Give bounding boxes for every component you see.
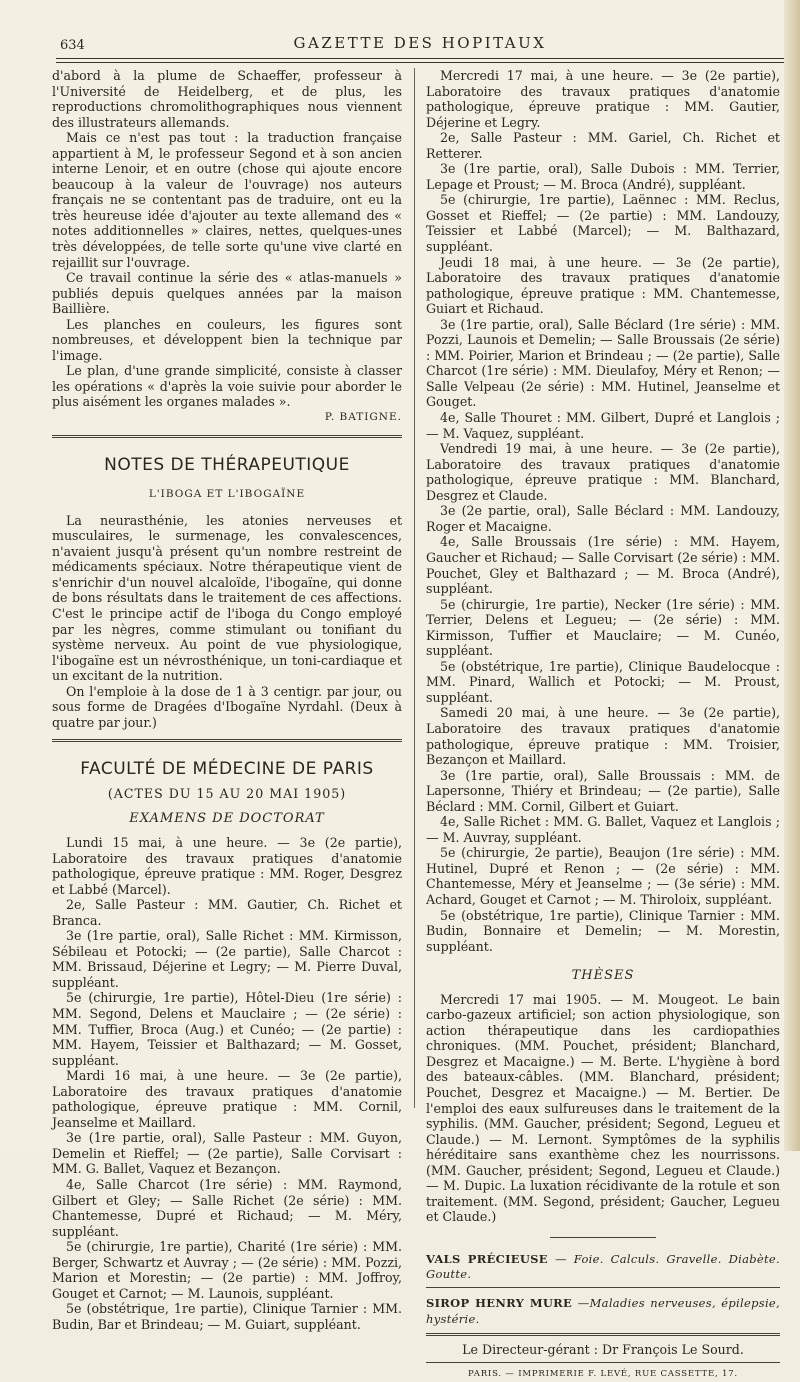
ad-text: —Maladies nerveuses, épilepsie, hystérie. bbox=[426, 1296, 780, 1326]
short-rule bbox=[550, 1237, 656, 1238]
page-header bbox=[56, 32, 784, 56]
review-paragraph: Le plan, d'une grande simplicité, consiste à classer les opérations « d'après la voie suivie pour aborder le plus aisément les organes malades ». bbox=[52, 363, 402, 410]
exam-entry: 2e, Salle Pasteur : MM. Gariel, Ch. Richet et Retterer. bbox=[426, 130, 780, 161]
exam-entry: 4e, Salle Richet : MM. G. Ballet, Vaquez et Langlois ; — M. Auvray, suppléant. bbox=[426, 814, 780, 845]
page-edge-shadow bbox=[784, 0, 800, 1151]
review-paragraph: d'abord à la plume de Schaeffer, professeur à l'Université de Heidelberg, et de plus, les reproductions chromolithographiques nous viennent des illustrateurs allemands. bbox=[52, 68, 402, 130]
header-rule-top bbox=[56, 58, 784, 59]
section-rule bbox=[52, 435, 402, 438]
exam-entry: Samedi 20 mai, à une heure. — 3e (2e partie), Laboratoire des travaux pratiques d'anatomie pathologique, épreuve pratique : MM. Troisier, Bezançon et Maillard. bbox=[426, 705, 780, 768]
exam-entry: 5e (chirurgie, 1re partie), Laënnec : MM. Reclus, Gosset et Rieffel; — (2e partie) : MM. Landouzy, Teissier et Labbé (Marcel); — M. Balthazard, suppléant. bbox=[426, 192, 780, 255]
ad-sirop-henry-mure bbox=[426, 1296, 780, 1327]
imprint-line: PARIS. — IMPRIMERIE F. LEVÉ, RUE CASSETTE, 17. bbox=[468, 1368, 738, 1379]
exam-entry: Vendredi 19 mai, à une heure. — 3e (2e partie), Laboratoire des travaux pratiques d'anatomie pathologique, épreuve pratique : MM. Blanchard, Desgrez et Claude. bbox=[426, 441, 780, 503]
ad-rule bbox=[426, 1287, 780, 1288]
ad-title: SIROP HENRY MURE bbox=[426, 1296, 573, 1311]
exam-entry: 3e (1re partie, oral), Salle Richet : MM. Kirmisson, Sébileau et Potocki; — (2e partie), Salle Charcot : MM. Brissaud, Déjerine et Legry; — M. Pierre Duval, suppléant. bbox=[52, 928, 402, 990]
right-column bbox=[426, 68, 780, 1382]
review-signature: P. BATIGNE. bbox=[324, 411, 402, 424]
review-paragraph: Ce travail continue la série des « atlas-manuels » publiés depuis quelques années par la maison Baillière. bbox=[52, 270, 402, 317]
examens-title: EXAMENS DE DOCTORAT bbox=[129, 811, 325, 827]
exam-entry: 5e (obstétrique, 1re partie), Clinique Tarnier : MM. Budin, Bonnaire et Demelin; — M. Morestin, suppléant. bbox=[426, 907, 780, 954]
notes-title: NOTES DE THÉRAPEUTIQUE bbox=[104, 454, 350, 475]
exam-entry: 5e (chirurgie, 1re partie), Hôtel-Dieu (1re série) : MM. Segond, Delens et Mauclaire ; — (2e série) : MM. Tuffier, Broca (Aug.) et Cunéo; — (2e partie) : MM. Hayem, Teissier et Balthazard; — M. Gosset, suppléant. bbox=[52, 990, 402, 1068]
theses-paragraph: Mercredi 17 mai 1905. — M. Mougeot. Le bain carbo-gazeux artificiel; son action physiologique, son action thérapeutique dans les cardiopathies chroniques. (MM. Pouchet, président; Blanchard, Desgrez et Macaigne.) — M. Berte. L'hygiène à bord des bateaux-câbles. (MM. Blanchard, président; Pouchet, Desgrez et Macaigne.) — M. Bertier. De l'emploi des eaux sulfureuses dans le traitement de la syphilis. (MM. Gaucher, président; Segond, Legueu et Claude.) — M. Lernont. Symptômes de la syphilis héréditaire sans exanthème chez les nourrissons. (MM. Gaucher, président; Segond, Legueu et Claude.) — M. Dupic. La luxation récidivante de la rotule et son traitement. (MM. Segond, président; Gaucher, Legueu et Claude.) bbox=[426, 991, 780, 1225]
exam-entry: 3e (1re partie, oral), Salle Broussais : MM. de Lapersonne, Thiéry et Brindeau; — (2e partie), Salle Béclard : MM. Cornil, Gilbert et Guiart. bbox=[426, 767, 780, 814]
exam-entry: 3e (1re partie, oral), Salle Dubois : MM. Terrier, Lepage et Proust; — M. Broca (André), suppléant. bbox=[426, 161, 780, 192]
exam-entry: Jeudi 18 mai, à une heure. — 3e (2e partie), Laboratoire des travaux pratiques d'anatomie pathologique, épreuve pratique : MM. Chantemesse, Guiart et Richaud. bbox=[426, 254, 780, 317]
exam-entry: 5e (chirurgie, 1re partie), Necker (1re série) : MM. Terrier, Delens et Legueu; — (2e série) : MM. Kirmisson, Tuffier et Mauclaire; — M. Cunéo, suppléant. bbox=[426, 596, 780, 659]
ad-vals-precieuse bbox=[426, 1252, 780, 1283]
section-rule bbox=[52, 739, 402, 742]
review-continuation bbox=[52, 68, 402, 426]
exam-entry: 3e (2e partie, oral), Salle Béclard : MM. Landouzy, Roger et Macaigne. bbox=[426, 503, 780, 534]
ad-title: VALS PRÉCIEUSE bbox=[426, 1251, 548, 1266]
exam-entry: Mardi 16 mai, à une heure. — 3e (2e partie), Laboratoire des travaux pratiques d'anatomie pathologique, épreuve pratique : MM. Cornil, Jeanselme et Maillard. bbox=[52, 1068, 402, 1130]
iboga-heading: L'IBOGA ET L'IBOGAÏNE bbox=[148, 488, 306, 501]
iboga-paragraph: La neurasthénie, les atonies nerveuses et musculaires, le surmenage, les convalescences, n'avaient jusqu'à présent qu'un nombre restreint de médicaments spéciaux. Notre thérapeutique vient de s'enrichir d'un nouvel alcaloïde, l'ibogaïne, qui donne de bons résultats dans le traitement de ces affections. C'est le principe actif de l'iboga du Congo employé par les nègres, comme stimulant ou tonifiant du système nerveux. Au point de vue physiologique, l'ibogaïne est un névrosthénique, un toni-cardiaque et un excitant de la nutrition. bbox=[52, 512, 402, 684]
running-head: GAZETTE DES HOPITAUX bbox=[293, 34, 547, 52]
review-paragraph: Mais ce n'est pas tout : la traduction française appartient à M, le professeur Segond et à son ancien interne Lenoir, et en outre (chose qui ajoute encore beaucoup à la valeur de l'ouvrage) nos auteurs français ne se contentant pas de traduire, ont eu la très heureuse idée d'ajouter au texte allemand des « notes additionnelles » claires, nettes, quelques-unes très développées, de telle sorte qu'une vive clarté en rejaillit sur l'ouvrage. bbox=[52, 130, 402, 270]
exam-entry: 5e (obstétrique, 1re partie), Clinique Baudelocque : MM. Pinard, Wallich et Potocki; — M. Proust, suppléant. bbox=[426, 658, 780, 705]
director-line: Le Directeur-gérant : Dr François Le Sourd. bbox=[462, 1342, 744, 1358]
exam-entry: 4e, Salle Broussais (1re série) : MM. Hayem, Gaucher et Richaud; — Salle Corvisart (2e série) : MM. Pouchet, Gley et Balthazard ; — M. Broca (André), suppléant. bbox=[426, 534, 780, 597]
theses-title: THÈSES bbox=[571, 968, 635, 984]
header-rule-bottom bbox=[56, 62, 784, 63]
left-column bbox=[52, 68, 402, 1332]
exam-entry: 5e (chirurgie, 1re partie), Charité (1re série) : MM. Berger, Schwartz et Auvray ; — (2e série) : MM. Pozzi, Marion et Morestin; — (2e partie) : MM. Joffroy, Gouget et Carnot; — M. Launois, suppléant. bbox=[52, 1239, 402, 1301]
exam-entry: Lundi 15 mai, à une heure. — 3e (2e partie), Laboratoire des travaux pratiques d'anatomie pathologique, épreuve pratique : MM. Roger, Desgrez et Labbé (Marcel). bbox=[52, 834, 402, 897]
exam-entry: Mercredi 17 mai, à une heure. — 3e (2e partie), Laboratoire des travaux pratiques d'anatomie pathologique, épreuve pratique : MM. Gautier, Déjerine et Legry. bbox=[426, 68, 780, 130]
page-number: 634 bbox=[60, 38, 85, 53]
exam-entry: 4e, Salle Charcot (1re série) : MM. Raymond, Gilbert et Gley; — Salle Richet (2e série) : MM. Chantemesse, Dupré et Richaud; — M. Méry, suppléant. bbox=[52, 1177, 402, 1239]
faculte-subtitle: (ACTES DU 15 AU 20 MAI 1905) bbox=[107, 785, 347, 801]
iboga-paragraph: On l'emploie à la dose de 1 à 3 centigr. par jour, ou sous forme de Dragées d'Ibogaïne Nyrdahl. (Deux à quatre par jour.) bbox=[52, 683, 402, 730]
exam-entry: 2e, Salle Pasteur : MM. Gautier, Ch. Richet et Branca. bbox=[52, 897, 402, 928]
footer-rule bbox=[426, 1362, 780, 1363]
ad-text: — Foie. Calculs. Gravelle. Diabète. Goutte. bbox=[426, 1251, 780, 1282]
exam-entry: 3e (1re partie, oral), Salle Béclard (1re série) : MM. Pozzi, Launois et Demelin; — Salle Broussais (2e série) : MM. Poirier, Marion et Brindeau ; — (2e partie), Salle Charcot (1re série) : MM. Dieulafoy, Méry et Renon; — Salle Velpeau (2e série) : MM. Hutinel, Jeanselme et Gouget. bbox=[426, 316, 780, 410]
exam-entry: 3e (1re partie, oral), Salle Pasteur : MM. Guyon, Demelin et Rieffel; — (2e partie), Salle Corvisart : MM. G. Ballet, Vaquez et Bezançon. bbox=[52, 1130, 402, 1177]
exam-entry: 5e (obstétrique, 1re partie), Clinique Tarnier : MM. Budin, Bar et Brindeau; — M. Guiart, suppléant. bbox=[52, 1301, 402, 1332]
exam-entry: 5e (chirurgie, 2e partie), Beaujon (1re série) : MM. Hutinel, Dupré et Renon ; — (2e série) : MM. Chantemesse, Méry et Jeanselme ; — (3e série) : MM. Achard, Gouget et Carnot ; — M. Thiroloix, suppléant. bbox=[426, 845, 780, 907]
exam-entry: 4e, Salle Thouret : MM. Gilbert, Dupré et Langlois ; — M. Vaquez, suppléant. bbox=[426, 410, 780, 441]
faculte-title: FACULTÉ DE MÉDECINE DE PARIS bbox=[80, 759, 374, 780]
review-paragraph: Les planches en couleurs, les figures sont nombreuses, et développent bien la technique par l'image. bbox=[52, 316, 402, 363]
ad-rule bbox=[426, 1333, 780, 1336]
column-divider bbox=[414, 68, 415, 1108]
